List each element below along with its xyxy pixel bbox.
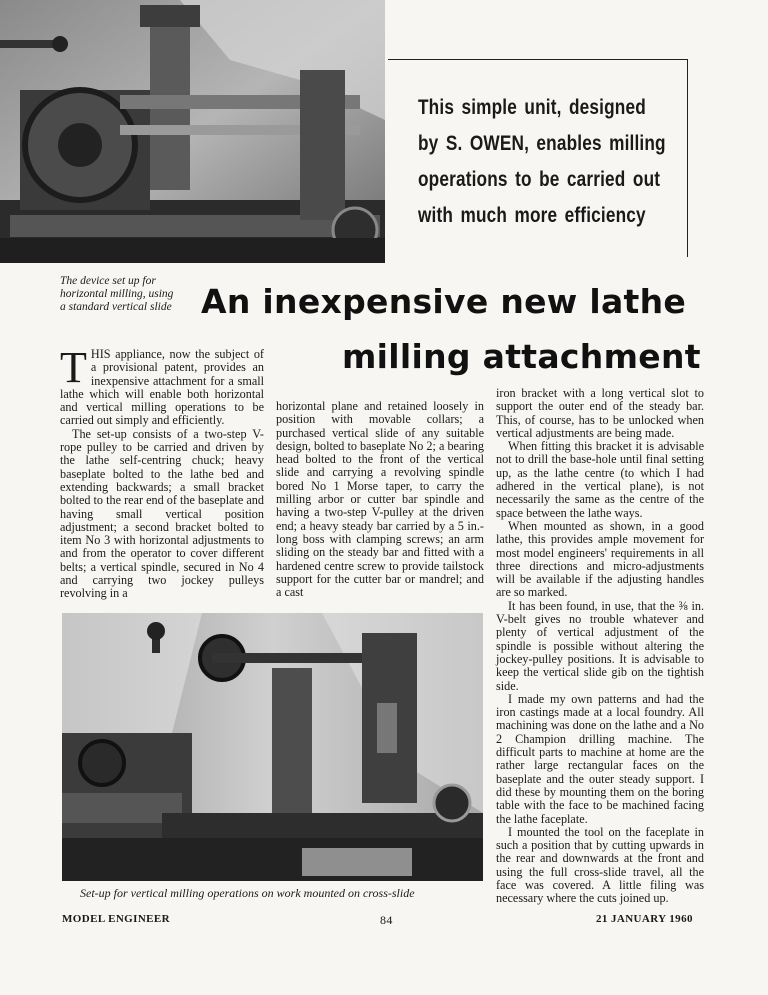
caption-top-photo: The device set up for horizontal milling, using a standard vertical slide	[60, 275, 174, 313]
paragraph: When fitting this bracket it is advisable not to drill the base-hole until final setting up, as the lathe centre (to which I had adhered in the vertical plane), is not necessarily the same as the centre of the space between the lathe ways.	[496, 439, 704, 520]
paragraph: The set-up consists of a two-step V-rope pulley to be carried and driven by the lathe self-centring chuck; heavy baseplate bolted to the lathe bed and extending backwards; a small bracket bolted to the rear end of the baseplate and having small vertical position adjustment; a second bracket bolted to item No 3 with horizontal adjustments to and from the operator to cover different belts; a vertical spindle, secured in No 4 and carrying two jockey pulleys revolving in a	[60, 426, 264, 601]
article-column-1	[60, 343, 264, 601]
intro-blurb: This simple unit, designed by S. OWEN, enables milling operations to be carried out with much more efficiency	[418, 96, 666, 227]
headline-line-1: An inexpensive new lathe	[201, 282, 687, 321]
paragraph	[60, 343, 264, 428]
footer-publication: MODEL ENGINEER	[62, 913, 170, 925]
paragraph: I mounted the tool on the faceplate in such a position that by cutting upwards in the rear and downwards at the front and using the full cross-slide travel, all the face was covered. A little filing was necessary where the cuts joined up.	[496, 824, 704, 906]
footer-date: 21 JANUARY 1960	[596, 913, 693, 925]
headline-line-2: milling attachment	[342, 337, 701, 376]
footer-page-number: 84	[380, 913, 393, 927]
paragraph: When mounted as shown, in a good lathe, this provides ample movement for most model engineers' requirements in all three directions and micro-adjustments will be available if the adjusting handles are so marked.	[496, 518, 704, 600]
photo-vertical-milling	[62, 613, 483, 881]
lead-caps: HIS	[90, 347, 111, 361]
article-column-3	[496, 387, 704, 906]
paragraph: iron bracket with a long vertical slot to support the outer end of the steady bar. This, of course, has to be unlocked when vertical adjustments are being made.	[496, 386, 704, 440]
article-column-2	[276, 400, 484, 599]
dropcap: T	[60, 343, 87, 392]
caption-bottom-photo: Set-up for vertical milling operations on work mounted on cross-slide	[80, 886, 415, 900]
paragraph: horizontal plane and retained loosely in position with movable collars; a purchased vertical slide of any suitable design, bolted to baseplate No 2; a bearing head bolted to the front of the vertical slide and carrying a revolving spindle bored No 1 Morse taper, to carry the milling arbor or cutter bar spindle and having a two-step V-pulley at the driven end; a heavy steady bar carried by a 5 in.-long boss with clamping screws; an arm sliding on the steady bar and fitted with a hardened centre screw to provide tailstock support for the cutter bar or mandrel; and a cast	[276, 399, 484, 600]
paragraph: I made my own patterns and had the iron castings made at a local foundry. All machining was done on the lathe and a No 2 Champion drilling machine. The difficult parts to machine at home are the rather large rectangular faces on the baseplate and the outer steady support. I did these by mounting them on the boring table with the face to be machined facing the lathe faceplate.	[496, 691, 704, 826]
photo-horizontal-milling	[0, 0, 385, 263]
intro-box	[388, 59, 688, 257]
paragraph-text: appliance, now the subject of a provisional patent, provides an inexpensive attachment for a small lathe which will enable both horizontal and vertical milling operations to be carried out simply and efficiently.	[60, 347, 264, 428]
paragraph: It has been found, in use, that the ⅜ in. V-belt gives no trouble whatever and plenty of vertical adjustment of the spindle is possible without altering the jockey-pulley positions. It is advisable to keep the vertical slide gib on the tightish side.	[496, 598, 704, 693]
